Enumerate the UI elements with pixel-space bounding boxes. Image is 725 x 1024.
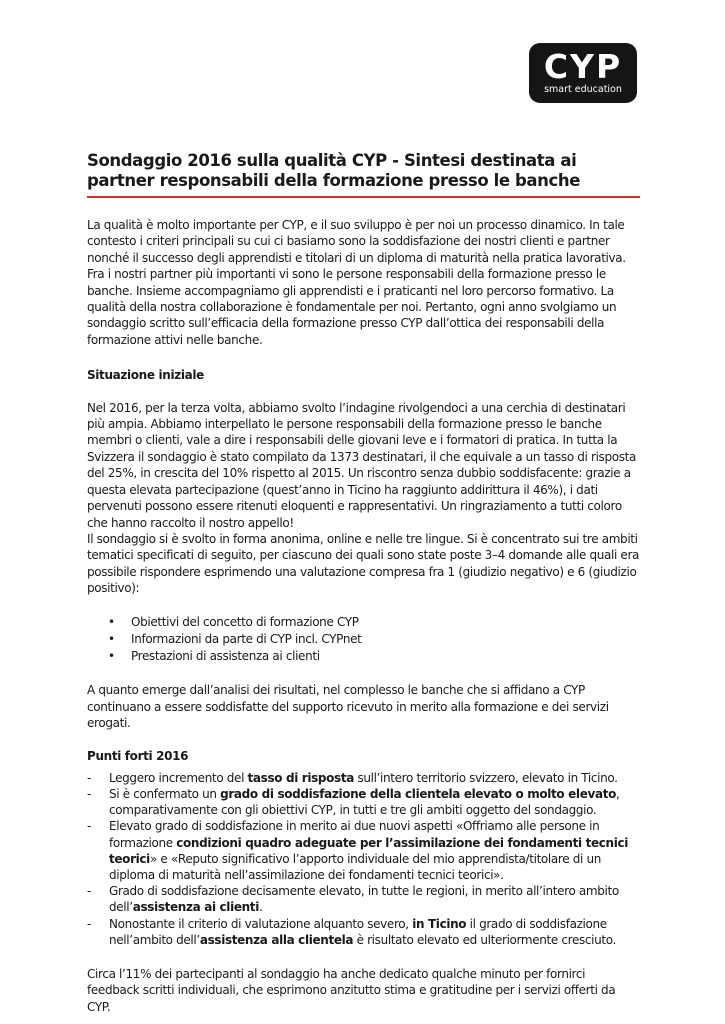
text-run: Nonostante il criterio di valutazione alquanto severo, [109, 916, 413, 931]
list-item [87, 916, 640, 948]
dash-icon: - [87, 916, 91, 931]
list-item-text: Informazioni da parte di CYP incl. CYPnet [131, 631, 362, 646]
bold-text-run: grado di soddisfazione della clientela elevato o molto elevato [220, 786, 616, 801]
logo-wordmark: CYP [543, 47, 623, 86]
text-run: . [258, 900, 263, 915]
title-divider [87, 196, 640, 198]
dash-icon: - [87, 786, 91, 801]
situazione-paragraph-2: Il sondaggio si è svolto in forma anonima, online e nelle tre lingue. Si è concentrato sui tre ambiti tematici specificati di seguito, per ciascuno dei quali sono state poste 3–4 domande alle quali era possibile rispondere esprimendo una valutazione compresa fra 1 (giudizio negativo) e 6 (giudizio positivo): [87, 531, 640, 596]
situazione-paragraph-3: A quanto emerge dall’analisi dei risultati, nel complesso le banche che si affidano a CYP continuano a essere soddisfatte del supporto ricevuto in merito alla formazione e dei servizi erogati. [87, 683, 609, 730]
intro-paragraph-1: La qualità è molto importante per CYP, e il suo sviluppo è per noi un processo dinamico. In tale contesto i criteri principali su cui ci basiamo sono la soddisfazione dei nostri clienti e partner nonché il successo degli apprendisti e titolari di un diploma di maturità nella pratica lavorativa. [87, 218, 626, 265]
list-item-text: Prestazioni di assistenza ai clienti [131, 648, 320, 663]
bullet-icon: • [108, 648, 115, 663]
list-item [87, 786, 640, 818]
dash-icon: - [87, 884, 91, 899]
list-item [87, 883, 640, 915]
dash-icon: - [87, 819, 91, 834]
bold-text-run: assistenza alla clientela [199, 932, 354, 947]
cyp-logo [529, 43, 637, 103]
list-item [87, 631, 640, 648]
section-heading-situazione: Situazione iniziale [87, 368, 204, 383]
bold-text-run: condizioni quadro adeguate per l’assimilazione dei fondamenti tecnici teorici [109, 835, 628, 866]
bullet-icon: • [108, 614, 115, 629]
bold-text-run: in Ticino [412, 916, 467, 931]
dash-icon: - [87, 770, 91, 785]
document-body [87, 151, 640, 1015]
list-item [87, 770, 640, 786]
situazione-paragraph-1: Nel 2016, per la terza volta, abbiamo svolto l’indagine rivolgendoci a una cerchia di destinatari più ampia. Abbiamo interpellato le persone responsabili della formazione presso le banche membri o clienti, vale a dire i responsabili delle giovani leve e i formatori di pratica. In tutta la Svizzera il sondaggio è stato compilato da 1373 destinatari, il che equivale a un tasso di risposta del 25%, in crescita del 10% rispetto al 2015. Un riscontro senza dubbio soddisfacente: grazie a questa elevata partecipazione (quest’anno in Ticino ha raggiunto addirittura il 46%), i dati pervenuti possono essere ritenuti eloquenti e rappresentativi. Un ringraziamento a tutti coloro che hanno raccolto il nostro appello! [87, 400, 636, 530]
closing-paragraph: Circa l’11% dei partecipanti al sondaggio ha anche dedicato qualche minuto per fornirci feedback scritti individuali, che esprimono anzitutto stima e gratitudine per i servizi offerti da CYP. [87, 967, 616, 1014]
list-item-text: Obiettivi del concetto di formazione CYP [131, 614, 359, 629]
text-run: Elevato grado di soddisfazione in merito ai due nuovi aspetti «Offriamo alle persone in formazione [109, 819, 600, 850]
text-run: sull’intero territorio svizzero, elevato in Ticino. [354, 770, 618, 785]
section-heading-punti-forti: Punti forti 2016 [87, 749, 189, 764]
text-run: » e «Reputo significativo l’apporto individuale del mio apprendista/titolare di un diploma di maturità nell’assimilazione dei fondamenti tecnici teorici». [109, 851, 601, 882]
text-run: è risultato elevato ed ulteriormente cresciuto. [353, 932, 616, 947]
document-title: Sondaggio 2016 sulla qualità CYP - Sintesi destinata ai partner responsabili della formazione presso le banche [87, 151, 581, 190]
topics-list [87, 614, 640, 666]
strengths-list [87, 770, 640, 948]
intro-paragraph-2: Fra i nostri partner più importanti vi sono le persone responsabili della formazione presso le banche. Insieme accompagniamo gli apprendisti e i praticanti nel loro percorso formativo. La qualità della nostra collaborazione è fondamentale per noi. Pertanto, ogni anno svolgiamo un sondaggio scritto sull’efficacia della formazione presso CYP dall’ottica dei responsabili della formazione attivi nelle banche. [87, 267, 617, 347]
list-item [87, 818, 640, 883]
logo-tagline: smart education [544, 84, 622, 95]
bold-text-run: tasso di risposta [247, 770, 354, 785]
text-run: Leggero incremento del [109, 770, 248, 785]
list-item [87, 614, 640, 631]
text-run: Si è confermato un [109, 786, 221, 801]
text-run: il grado di soddisfazione nell’ambito dell’ [109, 916, 607, 947]
bullet-icon: • [108, 631, 115, 646]
text-run: , comparativamente con gli obiettivi CYP, in tutti e tre gli ambiti oggetto del sondaggio. [109, 786, 620, 818]
list-item [87, 648, 640, 665]
text-run: Grado di soddisfazione decisamente elevato, in tutte le regioni, in merito all’intero ambito dell’ [109, 884, 619, 915]
bold-text-run: assistenza ai clienti [132, 900, 259, 915]
